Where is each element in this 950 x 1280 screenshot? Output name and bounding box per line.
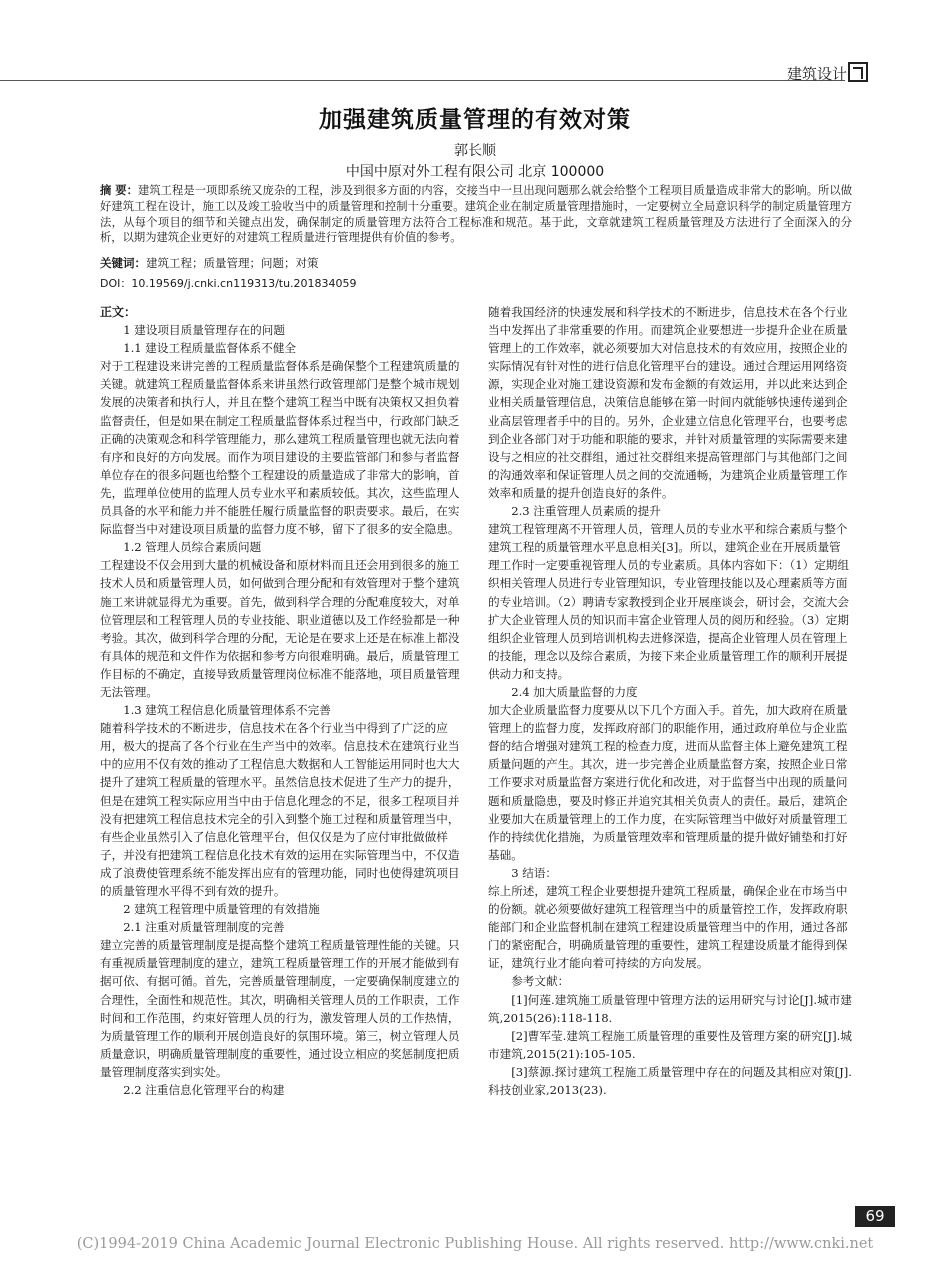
body-paragraph: 建立完善的质量管理制度是提高整个建筑工程质量管理性能的关键。只有重视质量管理制度的建立，建筑工程质量管理工作的开展才能做到有据可依、有据可循。首先，完善质量管理制度，一定要确保制度建立的合理性，全面性和规范性。其次，明确相关管理人员的工作职责，工作时间和工作范围，约束好管理人员的行为，激发管理人员的工作热情，为质量管理工作的顺利开展创造良好的氛围环境。第三，树立管理人员质量意识，明确质量管理制度的重要性，通过设立相应的奖惩制度把质量管理制度落实到实处。 bbox=[100, 938, 460, 1079]
section-heading: 2.2 注重信息化管理平台的构建 bbox=[123, 1083, 285, 1098]
author: 郭长顺 bbox=[454, 143, 496, 159]
body-paragraph: 建筑工程管理离不开管理人员，管理人员的专业水平和综合素质与整个建筑工程的质量管理水平息息相关[3]。所以，建筑企业在开展质量管理工作时一定要重视管理人员的专业素质。具体内容如下：（1）定期组织相关管理人员进行专业管理知识，专业管理技能以及心理素质等方面的专业培训。（2）聘请专家教授到企业开展座谈会，研讨会，交流大会扩大企业管理人员的知识而丰富企业管理人员的阅历和经验。（3）定期组织企业管理人员到培训机构去进修深造，提高企业管理人员在管理上的技能，理念以及综合素质，为接下来企业质量管理工作的顺利开展提供动力和支持。 bbox=[488, 522, 849, 681]
section-heading: 2.4 加大质量监督的力度 bbox=[511, 684, 638, 699]
keywords-text: 建筑工程；质量管理；问题；对策 bbox=[146, 256, 319, 270]
section-heading: 2.1 注重对质量管理制度的完善 bbox=[123, 920, 285, 935]
section-heading: 1 建设项目质量管理存在的问题 bbox=[123, 323, 285, 338]
section-heading: 1.3 建筑工程信息化质量管理体系不完善 bbox=[123, 703, 331, 718]
doi: DOI：10.19569/j.cnki.cn119313/tu.201834059 bbox=[100, 277, 357, 290]
page-number: 69 bbox=[855, 1206, 895, 1227]
article-title: 加强建筑质量管理的有效对策 bbox=[319, 107, 631, 133]
copyright-footer: (C)1994-2019 China Academic Journal Electronic Publishing House. All rights reserved. http://www.cnki.net bbox=[76, 1236, 874, 1252]
body-paragraph: 加大企业质量监督力度要从以下几个方面入手。首先，加大政府在质量管理上的监督力度，发挥政府部门的职能作用，通过政府单位与企业监督的结合增强对建筑工程的检查力度，进而从监督主体上避免建筑工程质量问题的产生。其次，进一步完善企业质量监督方案，按照企业日常工作要求对质量监督方案进行优化和改进，对于监督当中出现的质量问题和质量隐患，要及时修正并追究其相关负责人的责任。最后，建筑企业要加大在质量管理上的工作力度，在实际管理当中做好对质量管理工作的持续优化措施，为质量管理效率和管理质量的提升做好铺垫和打好基础。 bbox=[488, 703, 848, 862]
keywords bbox=[100, 255, 852, 271]
section-heading: 1.1 建设工程质量监督体系不健全 bbox=[123, 341, 297, 356]
body-paragraph: 综上所述，建筑工程企业要想提升建筑工程质量，确保企业在市场当中的份额。就必须要做好建筑工程管理当中的质量管控工作，发挥政府职能部门和企业监督机制在建筑工程建设质量管理当中的作用，通过各部门的紧密配合，明确质量管理的重要性，建筑工程建设质量才能得到保证，建筑行业才能向着可持续的方向发展。 bbox=[488, 884, 848, 971]
reference-item: [2]曹军莹.建筑工程施工质量管理的重要性及管理方案的研究[J].城市建筑,2015(21):105-105. bbox=[488, 1028, 852, 1061]
section-heading: 1.2 管理人员综合素质问题 bbox=[123, 540, 262, 555]
abstract-text: 建筑工程是一项即系统又庞杂的工程，涉及到很多方面的内容，交接当中一旦出现问题那么就会给整个工程项目质量造成非常大的影响。所以做好建筑工程在设计，施工以及竣工验收当中的质量管理和控制十分重要。建筑企业在制定质量管理措施时，一定要树立全局意识科学的制定质量管理方法，从每个项目的细节和关键点出发，确保制定的质量管理方法符合工程标准和规范。基于此，文章就建筑工程质量管理及方法进行了全面深入的分析，以期为建筑企业更好的对建筑工程质量进行管理提供有价值的参考。 bbox=[100, 184, 852, 245]
body-paragraph: 对于工程建设来讲完善的工程质量监督体系是确保整个工程建筑质量的关键。就建筑工程质量监督体系来讲虽然行政管理部门是整个城市规划发展的决策者和执行人，并且在整个建筑工程当中既有决策权又担负着监督责任，但是如果在制定工程质量监督体系过程当中，行政部门缺乏正确的决策观念和科学管理能力，那么建筑工程质量管理也就无法向着有序和良好的方向发展。而作为项目建设的主要监管部门和参与者监督单位存在的很多问题也给整个工程建设的质量造成了非常大的影响，首先，监理单位使用的监理人员专业水平和素质较低。其次，这些监理人员具备的水平和能力并不能胜任履行质量监督的职责要求。最后，在实际监督当中对建设项目质量的监督力度不够，留下了很多的安全隐患。 bbox=[100, 359, 460, 537]
section-heading: 2 建筑工程管理中质量管理的有效措施 bbox=[123, 902, 320, 917]
section-heading: 2.3 注重管理人员素质的提升 bbox=[511, 504, 661, 519]
abstract bbox=[100, 183, 852, 246]
body-paragraph: 工程建设不仅会用到大量的机械设备和原材料而且还会用到很多的施工技术人员和质量管理人员，如何做到合理分配和有效管理对于整个建筑施工来讲就显得尤为重要。首先，做到科学合理的分配难度较大，对单位管理层和工程管理人员的专业技能、职业道德以及工作经验都是一种考验。其次，做到科学合理的分配，无论是在要求上还是在标准上都没有具体的规范和文件作为依据和参考方向很难明确。最后，质量管理工作目标的不确定，直接导致质量管理岗位标准不能落地，项目质量管理无法管理。 bbox=[100, 558, 460, 699]
body-paragraph: 随着我国经济的快速发展和科学技术的不断进步，信息技术在各个行业当中发挥出了非常重要的作用。而建筑企业要想进一步提升企业在质量管理上的工作效率，就必须要加大对信息技术的有效应用，按照企业的实际情况有针对性的进行信息化管理平台的建设。通过合理运用网络资源，实现企业对施工建设资源和发布金额的有效运用，并以此来达到企业相关质量管理信息，决策信息能够在第一时间内就能够快速传递到企业高层管理者手中的目的。另外，企业建立信息化管理平台，也要考虑到企业各部门对于功能和职能的要求，并针对质量管理的实际需要来建设与之相应的社交群组，通过社交群组来提高管理部门与其他部门之间的沟通效率和保证管理人员之间的交流通畅，为建筑企业质量管理工作效率和质量的提升创造良好的条件。 bbox=[488, 305, 848, 500]
affiliation: 中国中原对外工程有限公司 北京 100000 bbox=[345, 164, 605, 180]
section-heading: 参考文献： bbox=[511, 974, 570, 989]
journal-logo-icon bbox=[848, 62, 868, 82]
body-paragraph: 随着科学技术的不断进步，信息技术在各个行业当中得到了广泛的应用，极大的提高了各个行业在生产当中的效率。信息技术在建筑行业当中的应用不仅有效的推动了工程信息大数据和人工智能运用同时也大大提升了建筑工程质量的管理水平。虽然信息技术促进了生产力的提升，但是在建筑工程实际应用当中由于信息化理念的不足，很多工程项目并没有把建筑工程信息技术完全的引入到整个施工过程和质量管理当中，有些企业虽然引入了信息化管理平台，但仅仅是为了应付审批做做样子，并没有把建筑工程信息化技术有效的运用在实际管理当中，不仅造成了浪费使管理系统不能发挥出应有的管理功能，同时也使得建筑项目的质量管理水平得不到有效的提升。 bbox=[100, 721, 460, 898]
section-title: 建筑设计 bbox=[786, 65, 847, 83]
left-column bbox=[100, 303, 464, 1099]
header-rule bbox=[0, 80, 845, 81]
reference-item: [1]何莲.建筑施工质量管理中管理方法的运用研究与讨论[J].城市建筑,2015(26):118-118. bbox=[488, 992, 852, 1025]
section-heading: 3 结语： bbox=[511, 865, 558, 880]
section-label: 正文： bbox=[100, 305, 137, 319]
keywords-label: 关键词： bbox=[100, 256, 146, 270]
right-column bbox=[488, 303, 852, 1099]
abstract-label: 摘 要： bbox=[100, 184, 138, 197]
reference-item: [3]蔡源.探讨建筑工程施工质量管理中存在的问题及其相应对策[J].科技创业家,2013(23). bbox=[488, 1064, 852, 1098]
